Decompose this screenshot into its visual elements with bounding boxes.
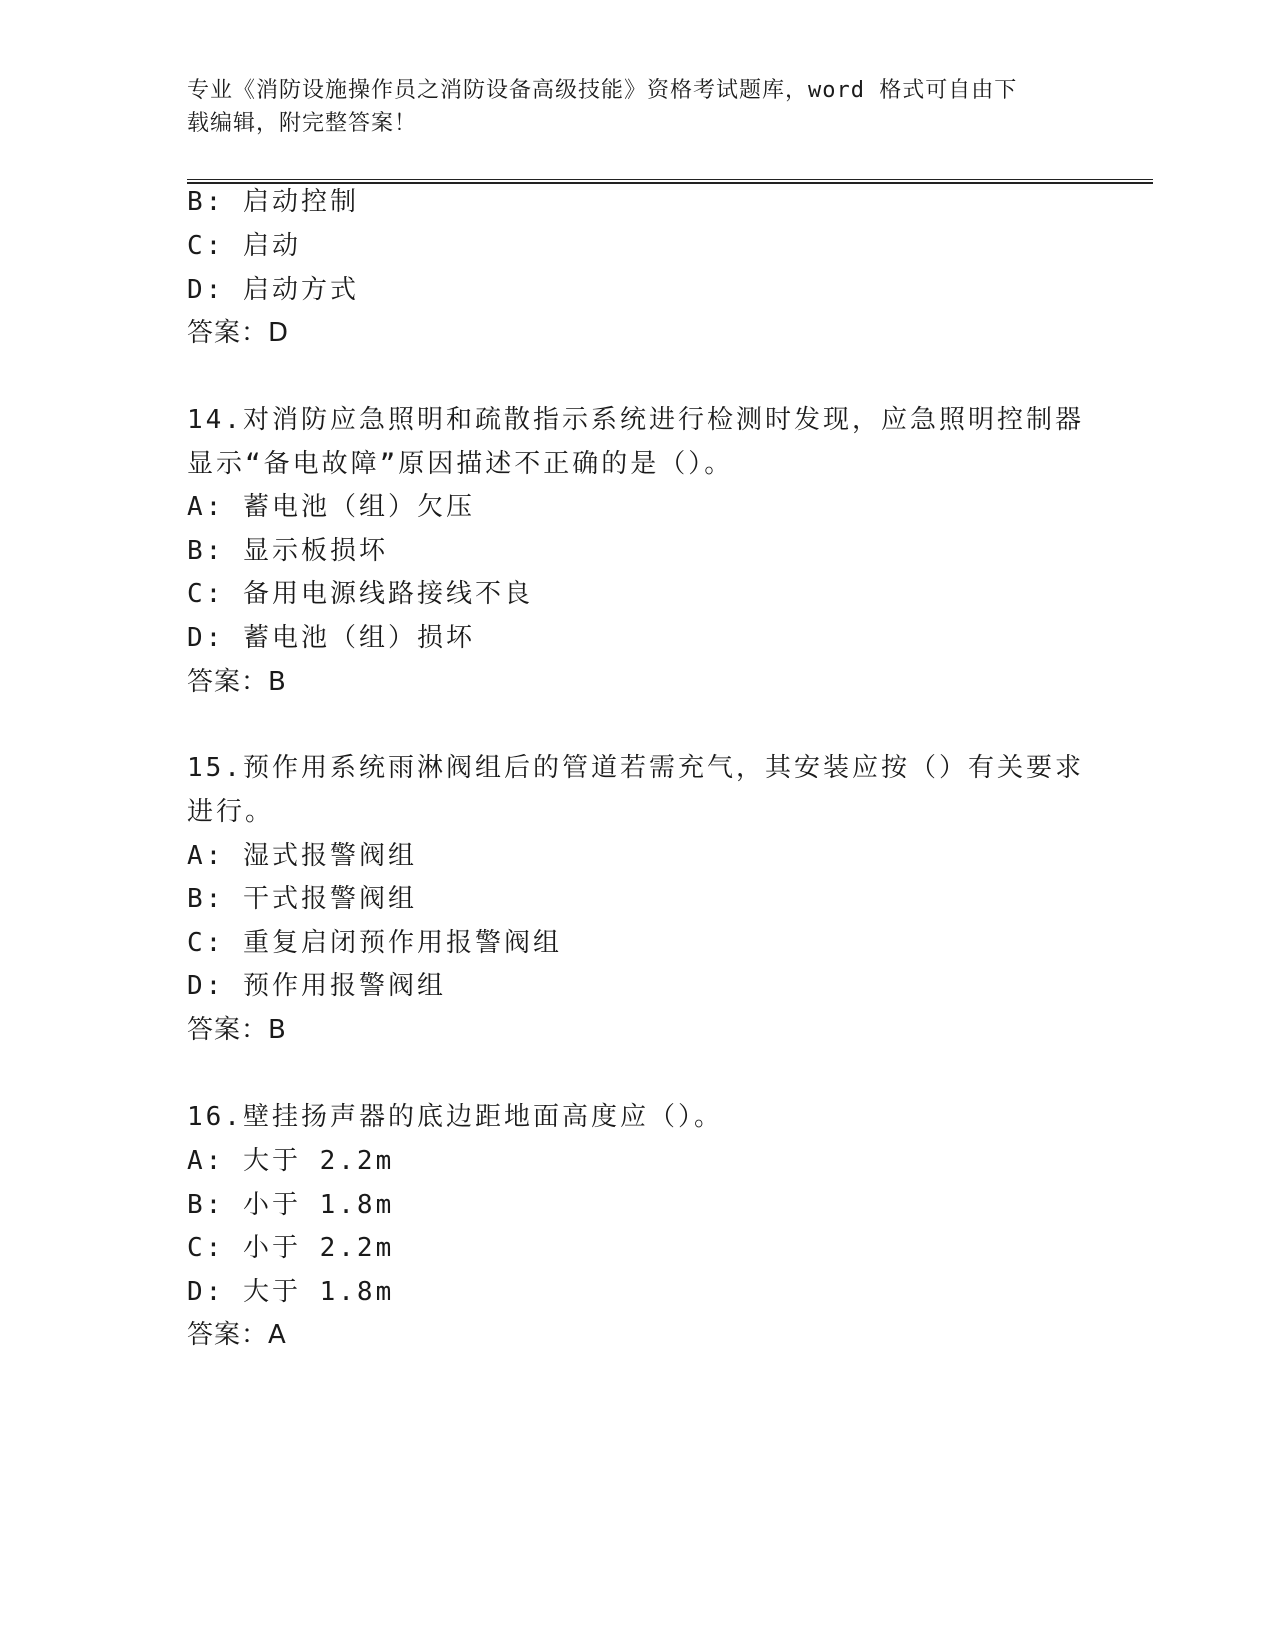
q15-stem-line-1: 15.预作用系统雨淋阀组后的管道若需充气，其安装应按（）有关要求 xyxy=(187,753,1084,783)
q14-option-b: B: 显示板损坏 xyxy=(187,536,388,566)
q13-answer: 答案：D xyxy=(187,318,290,348)
q15-stem-line-2: 进行。 xyxy=(187,797,275,827)
q16-option-d: D: 大于 1.8m xyxy=(187,1277,395,1307)
q15-option-b: B: 干式报警阀组 xyxy=(187,884,417,914)
q15-answer: 答案：B xyxy=(187,1015,287,1045)
q13-option-c: C: 启动 xyxy=(187,231,301,261)
q16-option-c: C: 小于 2.2m xyxy=(187,1233,395,1263)
header-line-2: 载编辑，附完整答案！ xyxy=(187,111,418,136)
q14-option-a: A: 蓄电池（组）欠压 xyxy=(187,492,475,522)
header-divider xyxy=(187,179,1153,184)
q16-option-a: A: 大于 2.2m xyxy=(187,1146,395,1176)
document-header xyxy=(187,74,1067,140)
q14-stem-line-2: 显示“备电故障”原因描述不正确的是（）。 xyxy=(187,449,734,479)
q15-option-d: D: 预作用报警阀组 xyxy=(187,971,446,1001)
q13-option-b: B: 启动控制 xyxy=(187,187,359,217)
q14-stem-line-1: 14.对消防应急照明和疏散指示系统进行检测时发现，应急照明控制器 xyxy=(187,405,1084,435)
q14-answer: 答案：B xyxy=(187,667,287,697)
q15-option-c: C: 重复启闭预作用报警阀组 xyxy=(187,928,562,958)
q13-option-d: D: 启动方式 xyxy=(187,275,359,305)
q16-stem-line-1: 16.壁挂扬声器的底边距地面高度应（）。 xyxy=(187,1102,723,1132)
q16-option-b: B: 小于 1.8m xyxy=(187,1190,395,1220)
header-line-1: 专业《消防设施操作员之消防设备高级技能》资格考试题库，word 格式可自由下 xyxy=(187,78,1018,103)
q15-option-a: A: 湿式报警阀组 xyxy=(187,841,417,871)
q14-option-d: D: 蓄电池（组）损坏 xyxy=(187,623,475,653)
q14-option-c: C: 备用电源线路接线不良 xyxy=(187,579,533,609)
q16-answer: 答案：A xyxy=(187,1320,287,1350)
